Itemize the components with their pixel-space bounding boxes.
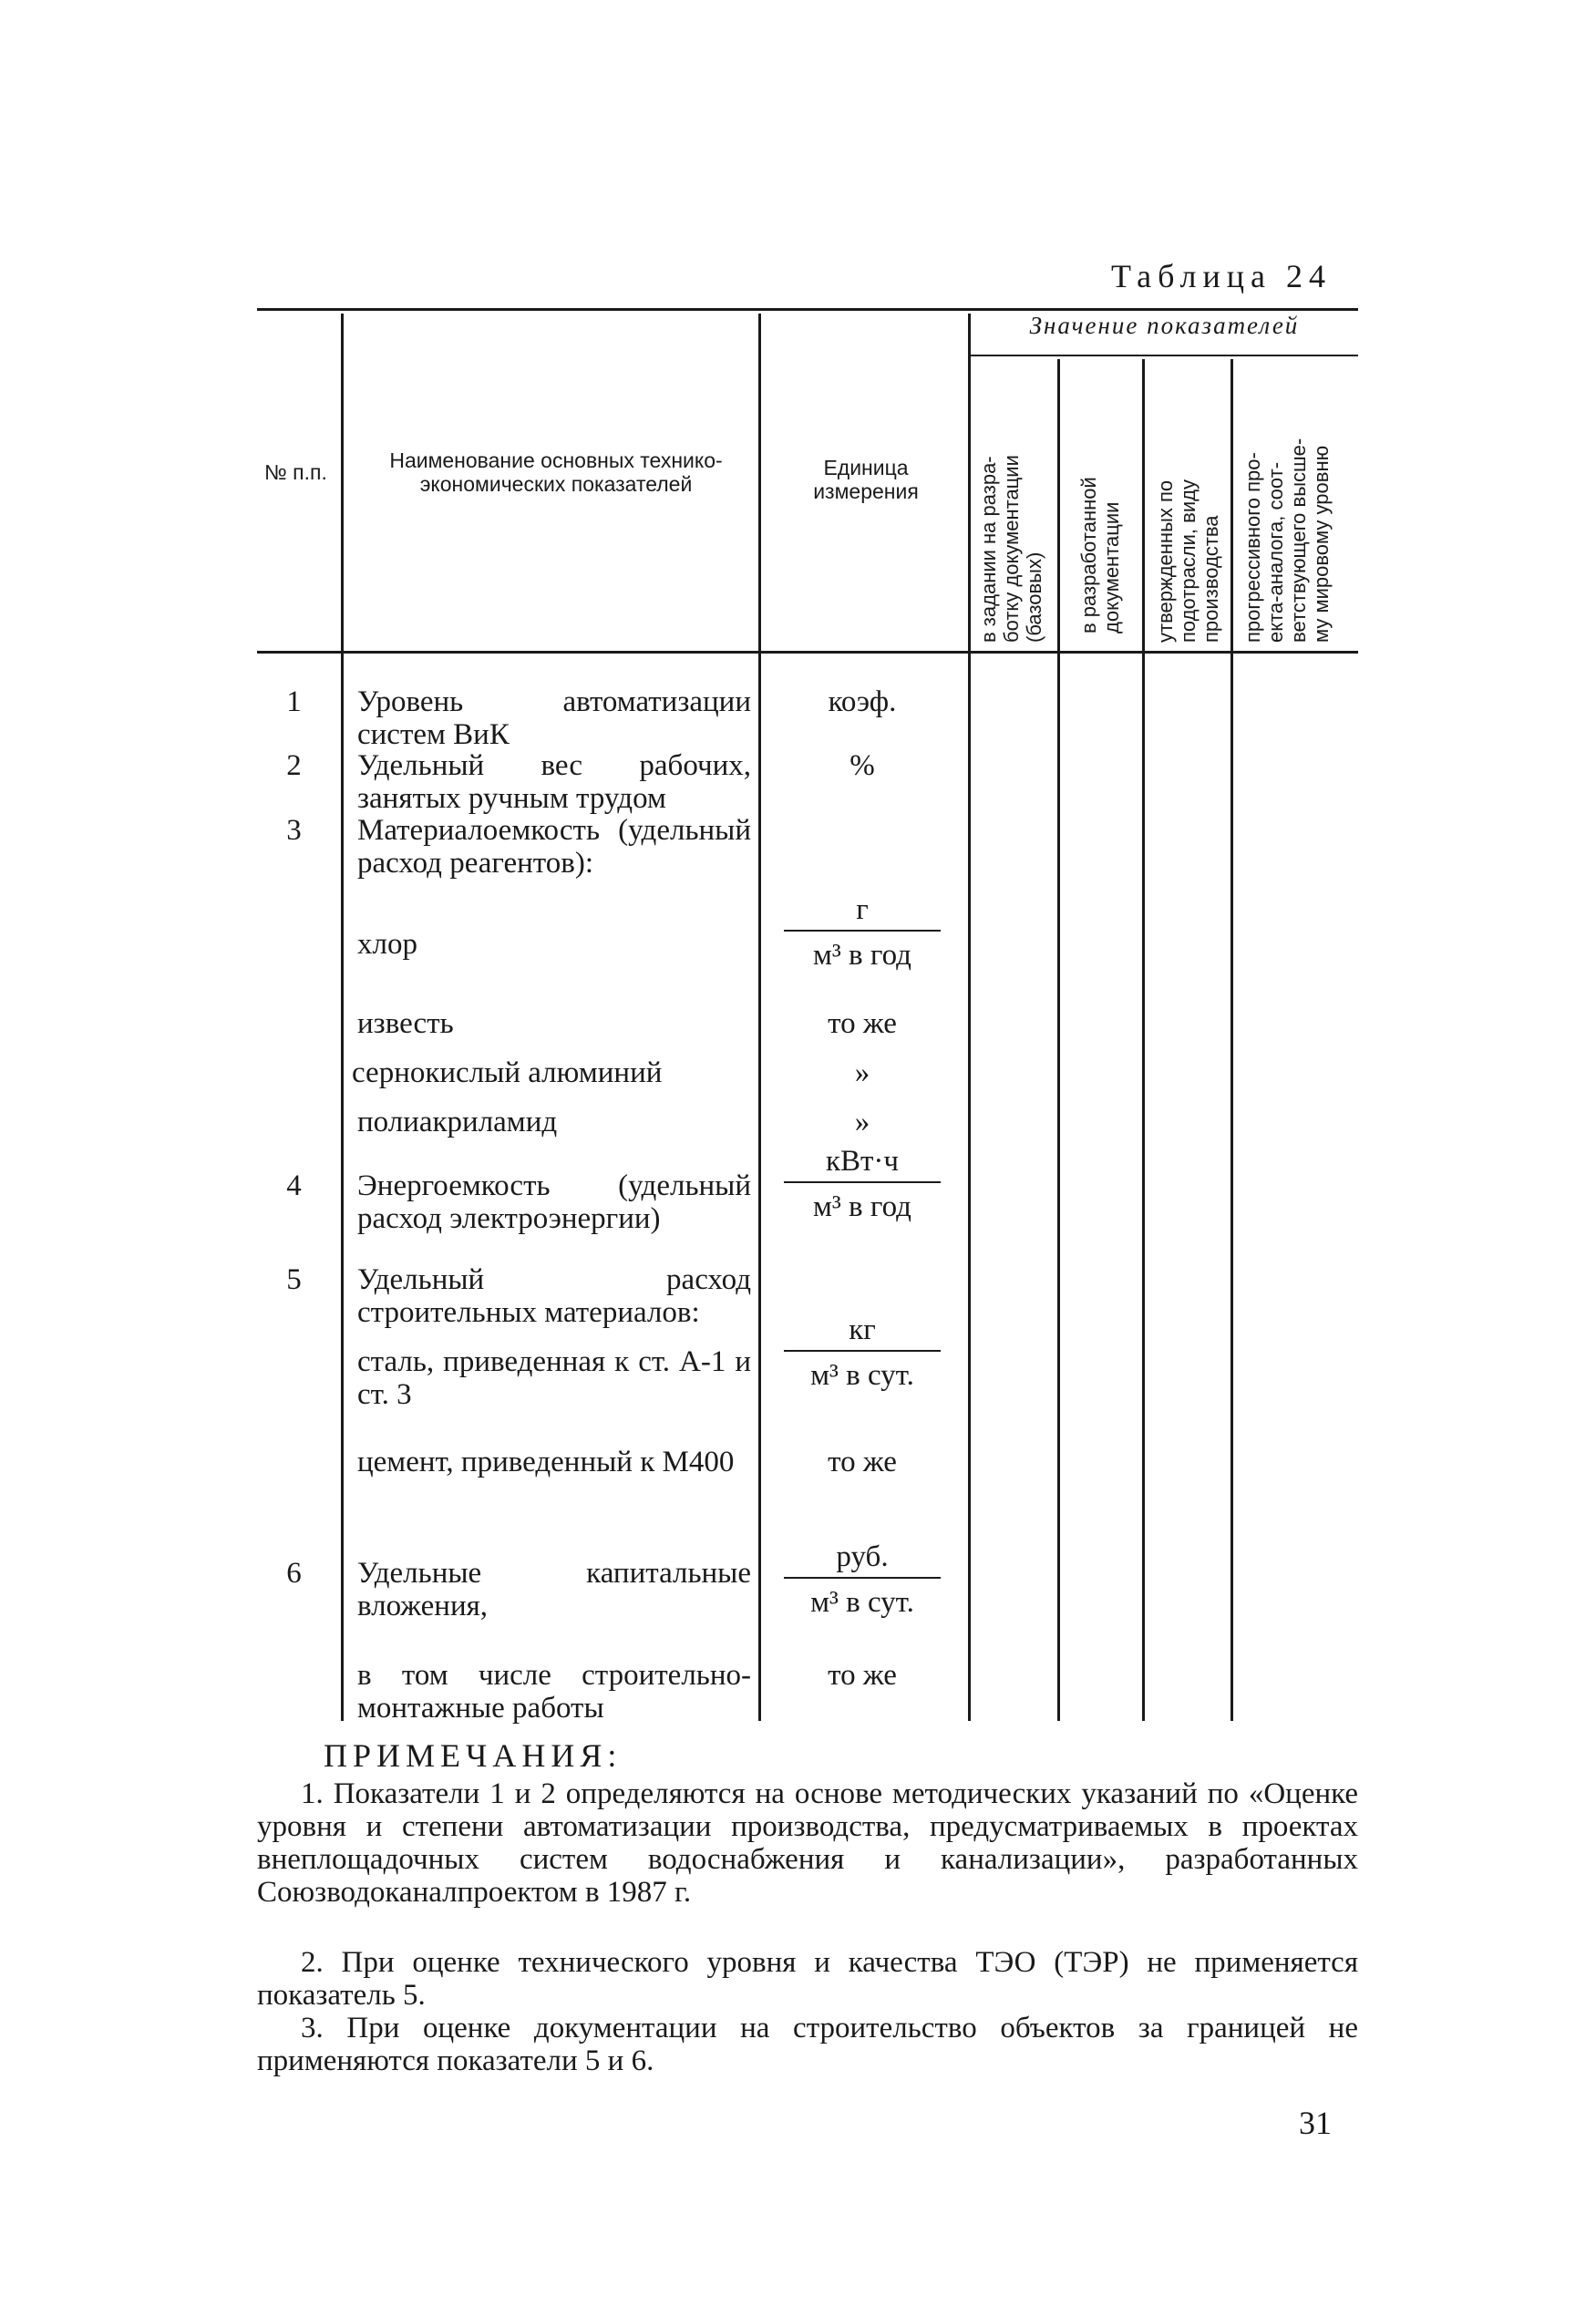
- column-divider: [1057, 359, 1060, 1721]
- group-rule: [970, 355, 1358, 356]
- header-sub-developed: в разработанной документации: [1077, 477, 1123, 633]
- row-subitem-name: в том числе строительно-монтажные работы: [357, 1659, 751, 1725]
- column-divider: [1142, 359, 1145, 1721]
- column-divider: [968, 314, 971, 1721]
- row-unit-fraction: [777, 1540, 948, 1619]
- row-unit: %: [849, 749, 875, 782]
- row-name: Удельные капитальные вложения,: [357, 1557, 751, 1622]
- header-bottom-rule: [257, 651, 1358, 654]
- row-unit: »: [854, 1106, 870, 1138]
- header-sub-base: в задании на разра- ботку документации (базовых): [977, 455, 1045, 643]
- row-unit-fraction: [777, 893, 948, 972]
- unit-denominator: м³ в год: [813, 1190, 911, 1223]
- row-subitem-name: цемент, приведенный к М400: [357, 1446, 735, 1478]
- column-divider: [758, 314, 761, 1721]
- header-group-title: Значение показателей: [1029, 312, 1300, 339]
- row-subitem-name: известь: [357, 1007, 454, 1040]
- unit-denominator: м³ в сут.: [810, 1586, 914, 1619]
- row-number: 6: [286, 1557, 302, 1590]
- row-unit: »: [854, 1056, 870, 1089]
- row-number: 2: [286, 749, 302, 782]
- row-name: Уровень автоматизации систем ВиК: [357, 685, 751, 751]
- column-divider: [341, 314, 344, 1721]
- row-subitem-name: сталь, приведенная к ст. А-1 и ст. 3: [357, 1345, 751, 1411]
- unit-numerator: кг: [784, 1313, 941, 1352]
- page-number: 31: [1299, 2105, 1332, 2141]
- row-number: 4: [286, 1169, 302, 1202]
- row-unit-fraction: [777, 1313, 948, 1392]
- note-item: 1. Показатели 1 и 2 определяются на основе методических указаний по «Оценке уровня и степени автоматизации производства, предусматриваемых в проектах внеплощадочных систем водоснабжения и канализации», разработанных Союзводоканалпроектом в 1987 г.: [257, 1777, 1358, 1909]
- row-subitem-name: хлор: [357, 928, 417, 961]
- unit-numerator: руб.: [784, 1540, 941, 1579]
- row-unit: то же: [828, 1659, 897, 1692]
- row-number: 3: [286, 814, 302, 847]
- header-name: Наименование основных технико-экономических показателей: [389, 448, 723, 496]
- row-name: Удельный расход строительных материалов:: [357, 1263, 751, 1329]
- unit-denominator: м³ в сут.: [810, 1359, 914, 1392]
- row-subitem-name: полиакриламид: [357, 1106, 558, 1138]
- note-item: 2. При оценке технического уровня и качества ТЭО (ТЭР) не применяется показатель 5.: [257, 1946, 1358, 2012]
- header-sub-approved: утвержденных по подотрасли, виду производства: [1154, 479, 1222, 643]
- row-name: Материалоемкость (удельный расход реагентов):: [357, 814, 751, 880]
- note-item: 3. При оценке документации на строительство объектов за границей не применяются показатели 5 и 6.: [257, 2012, 1358, 2077]
- unit-denominator: м³ в год: [813, 939, 911, 972]
- header-unit: Единица измерения: [813, 456, 919, 503]
- row-number: 1: [286, 685, 302, 718]
- row-unit: то же: [828, 1007, 897, 1040]
- row-name: Энергоемкость (удельный расход электроэнергии): [357, 1169, 751, 1235]
- column-divider: [1230, 359, 1233, 1721]
- row-name: Удельный вес рабочих, занятых ручным трудом: [357, 749, 751, 815]
- unit-numerator: г: [784, 893, 941, 932]
- table-top-rule: [257, 308, 1358, 311]
- unit-numerator: кВт·ч: [784, 1145, 941, 1183]
- row-unit: коэф.: [828, 685, 897, 718]
- header-sub-progressive: прогрессивного про- екта-аналога, соот- ветствующего высше- му мировому уровню: [1241, 438, 1333, 643]
- table-caption: Таблица 24: [1111, 258, 1332, 294]
- row-subitem-name: сернокислый алюминий: [352, 1056, 663, 1089]
- row-unit-fraction: [777, 1145, 948, 1223]
- row-number: 5: [286, 1263, 302, 1296]
- header-num: № п.п.: [264, 460, 327, 484]
- notes-title: ПРИМЕЧАНИЯ:: [324, 1737, 623, 1774]
- row-unit: то же: [828, 1446, 897, 1478]
